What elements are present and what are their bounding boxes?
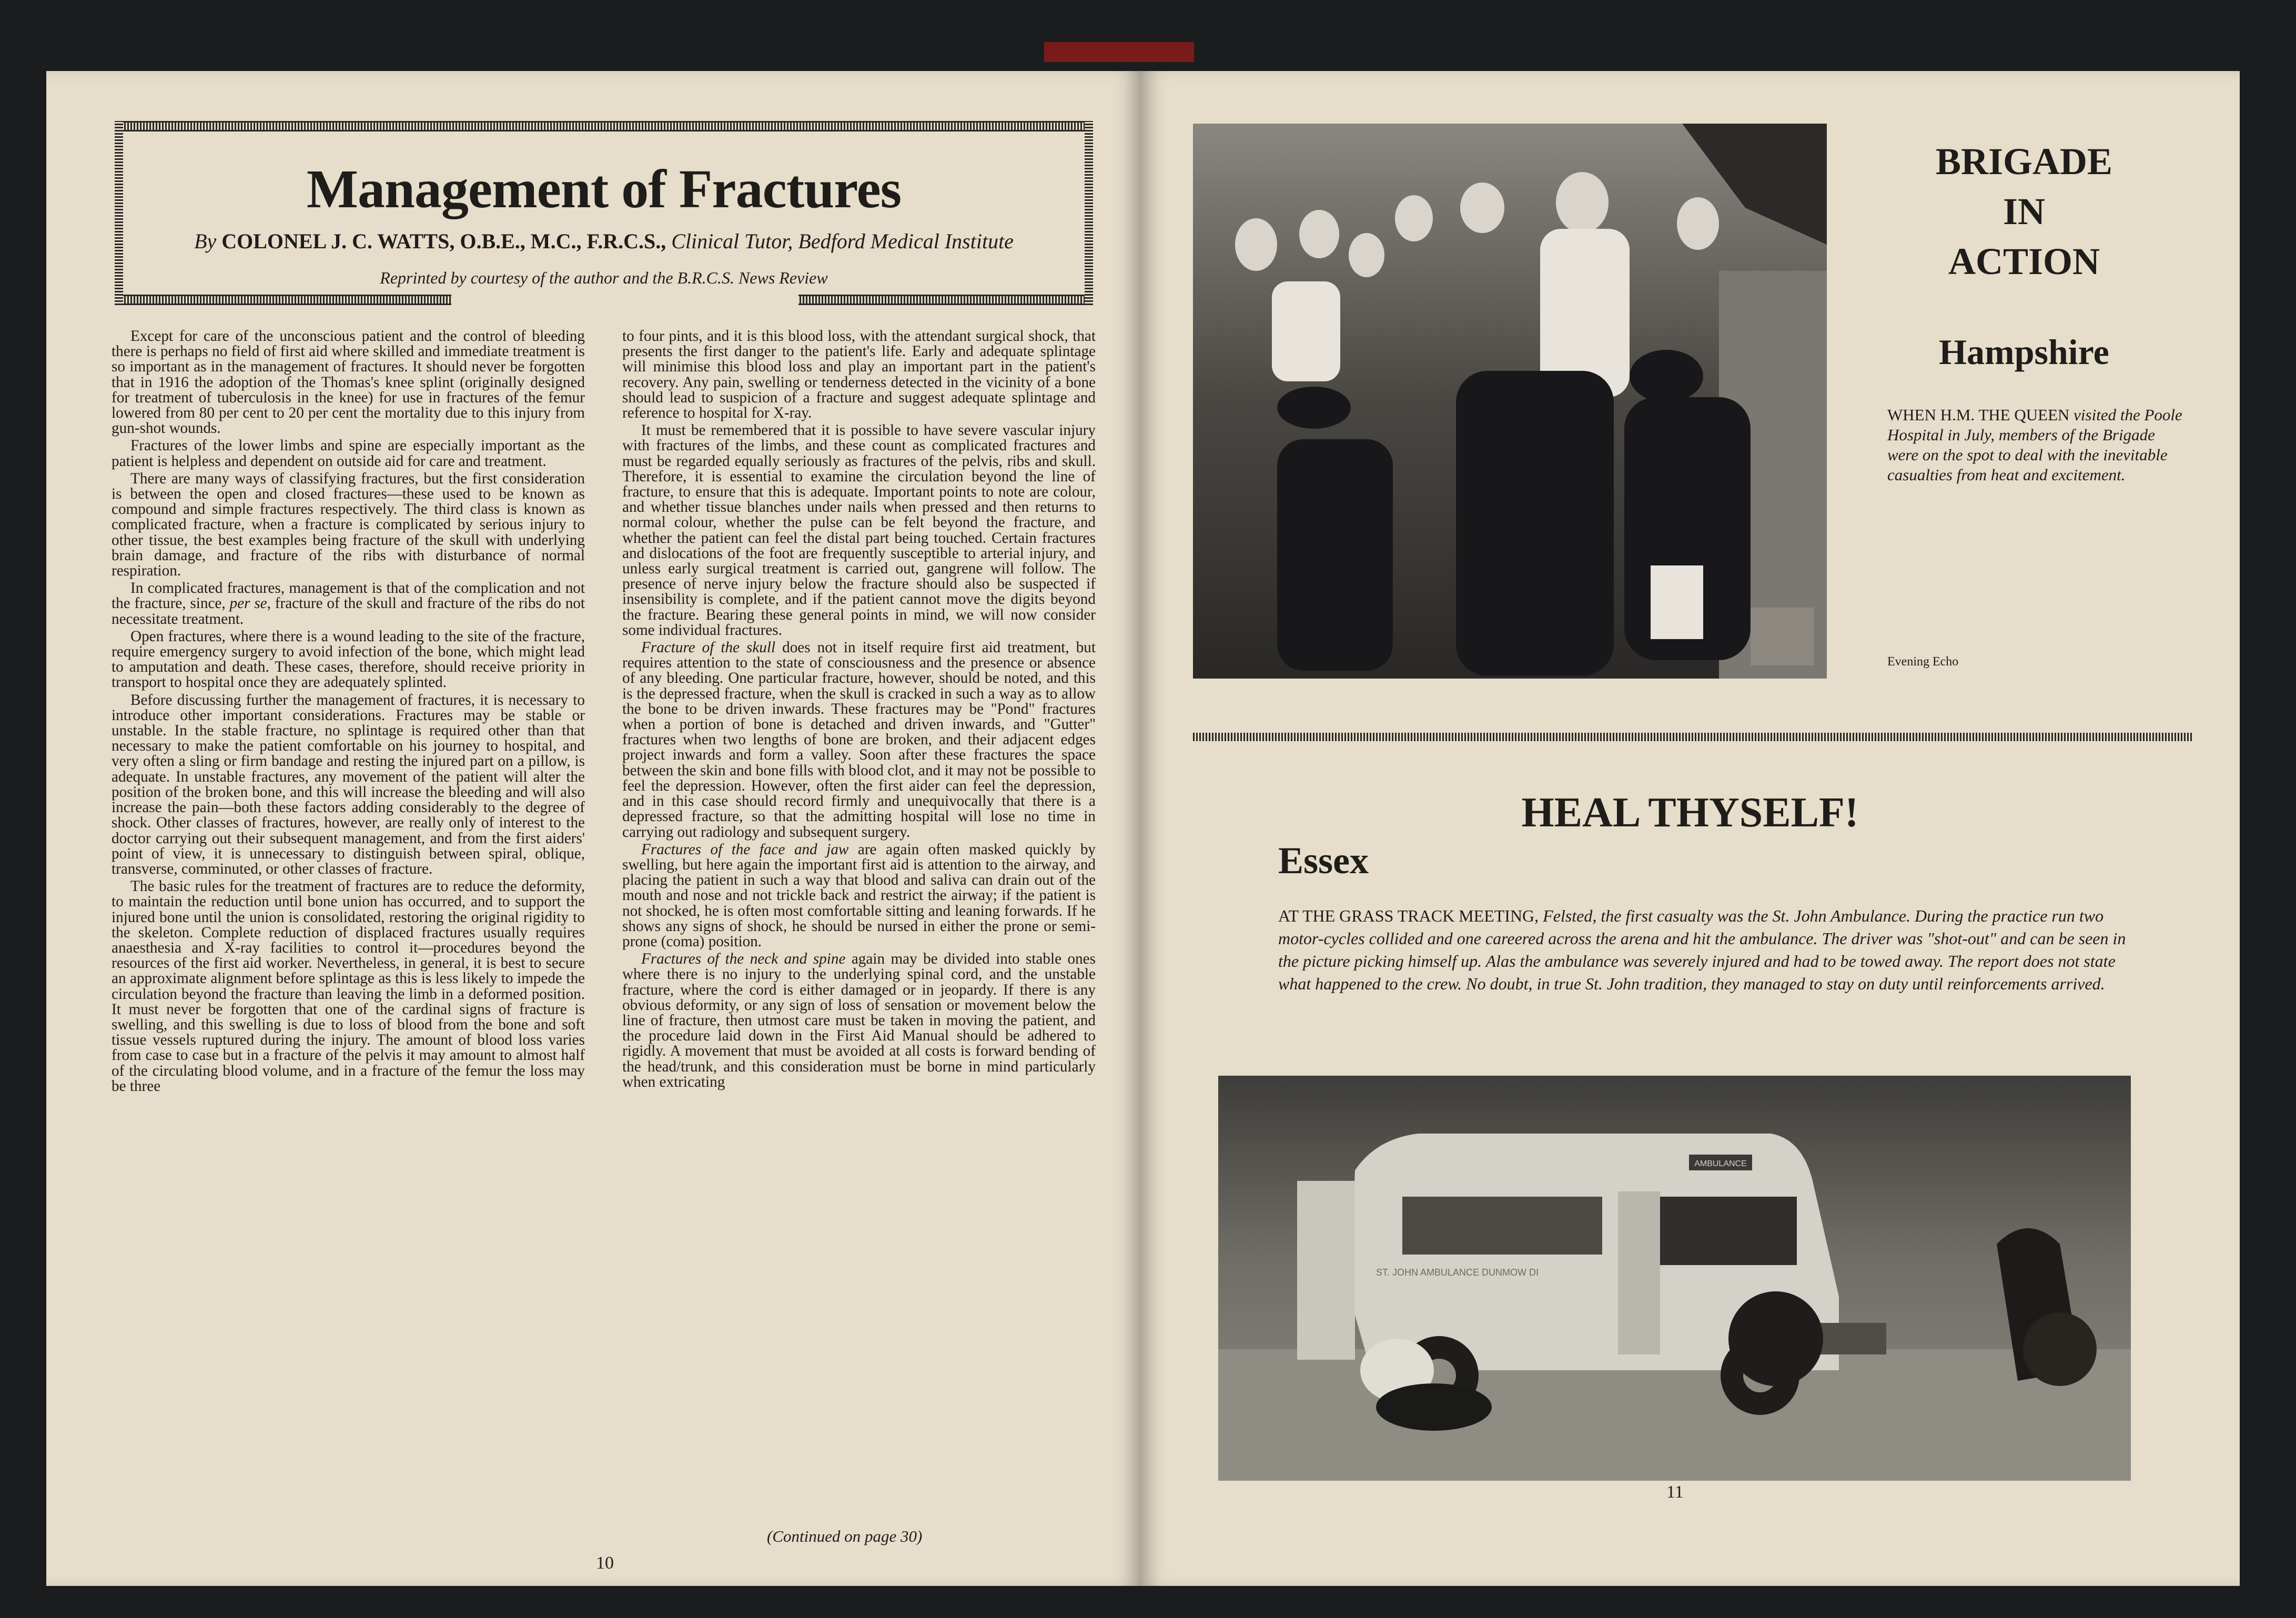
paragraph: Fractures of the face and jaw are again often masked quickly by swelling, but here again the important first aid is attention to the airway, and placing the patient in such a way that blood and saliva can drain out of the mouth and nose and not trickle back and restrict the airway; if the patient is not shocked, he is often most comfortable sitting and leaning forwards. If he shows any signs of shock, he should be nursed in either the prone or semi-prone (coma) position. [622,841,1096,950]
article-column-2 [622,329,1096,1092]
continued-note: (Continued on page 30) [767,1527,923,1545]
ambulance-photo-image [1218,1076,2131,1481]
article-header [115,121,1093,305]
reprint-note: Reprinted by courtesy of the author and the B.R.C.S. News Review [380,268,828,287]
byline-author: COLONEL J. C. WATTS, O.B.E., M.C., F.R.C.S., [221,229,666,253]
paragraph: Fractures of the neck and spine again may be divided into stable ones where there is no injury to the underlying spinal cord, and the unstable fracture, where the cord is either damaged or in jeopardy. If there is any obvious deformity, or any sign of loss of sensation or movement below the line of fracture, then utmost care must be taken in moving the patient, and the procedure laid down in the First Aid Manual should be adhered to rigidly. A movement that must be avoided at all costs is forward bending of the head/trunk, and this consideration must be borne in mind particularly when extricating [622,950,1096,1090]
paragraph: The basic rules for the treatment of fractures are to reduce the deformity, to maintain the reduction until bone union has occurred, and to support the injured bone until the union is consolidated, restoring the original rigidity to the skeleton. Complete reduction of displaced fractures usually requires anaesthesia and X-ray facilities to control it—procedures beyond the resources of the first aid worker. Nevertheless, in general, it is best to secure an approximate alignment before splintage as this is less likely to impede the circulation beyond the fracture than leaving the limb in a deformed position. It must never be forgotten that one of the cardinal signs of fracture is swelling, and this swelling is due to loss of blood from the bone and soft tissue vessels ruptured during the injury. The amount of blood loss varies from case to case but in a fracture of the pelvis it may amount to almost half of the circulating blood volume, and in a fracture of the femur the loss may be three [112,878,585,1095]
crowd-photo-image [1193,124,1827,679]
hampshire-caption [1887,405,2187,485]
brigade-heading [1835,137,2213,287]
region-heading-hampshire: Hampshire [1939,332,2109,372]
hampshire-text: visited the Poole Hospital in July, members of the Brigade were on the spot to deal with the inevitable casualties from heat and excitement. [1887,406,2182,484]
article-title: Management of Fractures [306,159,902,219]
page-number-right: 11 [1666,1482,1684,1502]
ambulance-sign: AMBULANCE [1694,1159,1747,1168]
essex-text: Felsted, the first casualty was the St. John Ambulance. During the practice run two motor-cycles collided and one careered across the arena and hit the ambulance. The driver was "shot-out" and can be seen in the picture picking himself up. Alas the ambulance was severely injured and had to be towed away. The report does not state what happened to the crew. No doubt, in true St. John tradition, they managed to stay on duty until reinforcements arrived. [1278,906,2126,993]
ambulance-photo [1218,1076,2131,1481]
hampshire-lead: WHEN H.M. THE QUEEN [1887,406,2070,424]
essex-caption [1278,905,2141,995]
brigade-heading-line: BRIGADE [1935,140,2113,183]
heal-title: HEAL THYSELF! [1521,790,1859,836]
header-rule-gap [451,295,798,316]
byline-prefix: By [194,229,222,253]
crowd-photo [1193,124,1827,679]
byline-affiliation: Clinical Tutor, Bedford Medical Institute [671,229,1014,253]
paragraph: There are many ways of classifying fractures, but the first consideration is between the open and closed fractures—these used to be known as compound and simple fractures respectively. The third class is known as complicated fracture, when a fracture is complicated by serious injury to other tissue, the best examples being fracture of the skull with underlying brain damage, and fracture of the ribs with disturbance of normal respiration. [112,470,585,580]
left-page [46,71,1140,1586]
ambulance-side-text: ST. JOHN AMBULANCE DUNMOW DI [1376,1267,1539,1278]
paragraph: Fractures of the lower limbs and spine are especially important as the patient is helpless and dependent on outside aid for care and treatment. [112,437,585,470]
region-heading-essex: Essex [1278,840,1369,882]
paragraph: In complicated fractures, management is that of the complication and not the fracture, since, per se, fracture of the skull and fracture of the ribs do not necessitate treatment. [112,580,585,628]
brigade-heading-line: ACTION [1948,240,2100,282]
header-rule-top [115,121,1093,132]
photo-credit: Evening Echo [1887,655,1959,669]
essex-lead: AT THE GRASS TRACK MEETING, [1278,906,1539,925]
paragraph: Open fractures, where there is a wound leading to the site of the fracture, require emergency surgery to avoid infection of the bone, which might lead to amputation and death. These cases, therefore, should receive priority in transport to hospital once they are adequately splinted. [112,628,585,691]
page-number-left: 10 [596,1553,614,1573]
section-divider [1193,733,2192,741]
right-page [1140,71,2240,1586]
paragraph: Except for care of the unconscious patient and the control of bleeding there is perhaps no field of first aid where skilled and immediate treatment is so important as in the management of fractures. It should never be forgotten that in 1916 the adoption of the Thomas's knee splint (originally designed for treatment of tuberculosis in the knee) for use in fractures of the femur lowered from 80 per cent to 20 per cent the mortality due to this injury from gun-shot wounds. [112,328,585,437]
byline [115,229,1093,254]
brigade-heading-line: IN [2002,190,2045,232]
paragraph: to four pints, and it is this blood loss, with the attendant surgical shock, that presents the first danger to the patient's life. Early and adequate splintage will minimise this blood loss and play an important part in the patient's recovery. Any pain, swelling or tenderness detected in the vicinity of a bone should lead to suspicion of a fracture and suggest adequate splintage and reference to hospital for X-ray. [622,328,1096,422]
paragraph: Before discussing further the management of fractures, it is necessary to introduce other important considerations. Fractures may be stable or unstable. In the stable fracture, no splintage is required other than that necessary to make the patient comfortable on his journey to hospital, and very often a sling or firm bandage and resting the injured part on a pillow, is adequate. In unstable fractures, any movement of the patient will alter the position of the broken bone, and this will increase the bleeding and will also increase the pain—both these factors adding considerably to the degree of shock. Other classes of fractures, however, are really only of interest to the doctor carrying out their subsequent management, and from the first aiders' point of view, it is unnecessary to distinguish between spiral, oblique, transverse, comminuted, or other classes of fracture. [112,691,585,877]
paragraph: It must be remembered that it is possible to have severe vascular injury with fractures of the limbs, and these count as complicated fractures and must be regarded equally seriously as fractures of the pelvis, ribs and skull. Therefore, it is essential to examine the circulation beyond the line of fracture, to ensure that this is adequate. Important points to note are colour, and whether tissue blanches under nails when pressed and then returns to normal colour, whether the pulse can be felt beyond the fracture, and whether the patient can feel the distal part being touched. Certain fractures and dislocations of the foot are frequently susceptible to arterial injury, and unless early surgical treatment is carried out, gangrene will follow. The presence of nerve injury below the fracture should also be suspected if insensibility is complete, and if the patient cannot move the digits beyond the fracture. Bearing these general points in mind, we will now consider some individual fractures. [622,422,1096,639]
binding-strip [1044,42,1194,62]
paragraph: Fracture of the skull does not in itself require first aid treatment, but requires attention to the state of consciousness and the presence or absence of any bleeding. One particular fracture, however, should be noted, and this is the depressed fracture, when the skull is cracked in such a way as to allow the bone to be driven inwards. These fractures may be "Pond" fractures when a portion of bone is detached and driven inwards, and "Gutter" fractures when two lengths of bone are broken, and their adjacent edges project inwards and form a valley. Soon after these fractures the space between the skin and bone fills with blood clot, and it may not be possible to feel the depression. However, often the first aider can feel the depression, and in this case should record firmly and unequivocally that there is a depressed fracture, so that the admitting hospital will lose no time in carrying out radiology and subsequent surgery. [622,639,1096,841]
article-column-1 [112,329,585,1096]
